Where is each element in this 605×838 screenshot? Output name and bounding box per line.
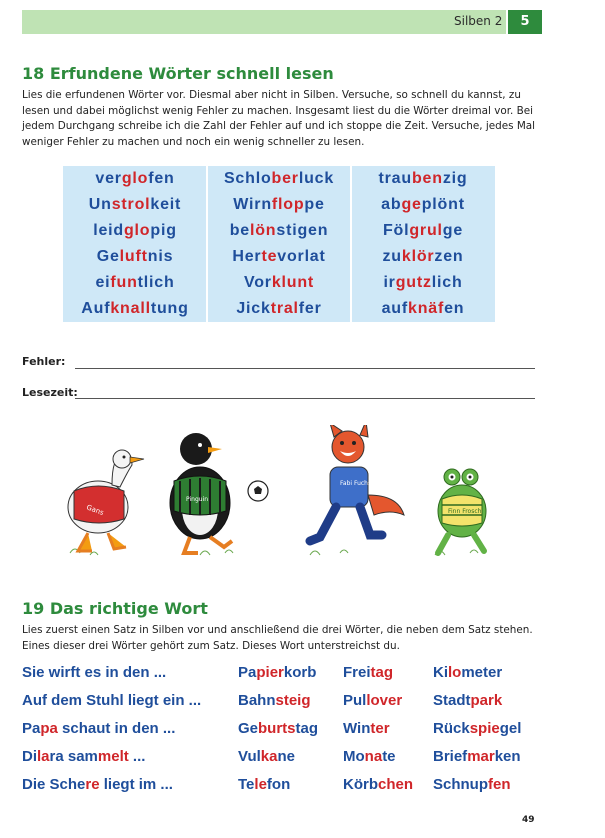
frog-shirt-text: Finn Frosch xyxy=(448,508,482,515)
syllable: ken xyxy=(494,748,521,765)
answer-choice-word[interactable] xyxy=(343,776,413,793)
syllable: Jick xyxy=(236,300,271,317)
invented-word xyxy=(63,270,207,296)
syllable-highlight: klunt xyxy=(271,274,315,291)
syllable: ra sam xyxy=(49,748,98,765)
syllable-highlight: park xyxy=(470,692,503,709)
syllable: zu xyxy=(382,248,402,265)
syllable-highlight: ter xyxy=(370,720,390,737)
syllable: Pa xyxy=(22,720,41,737)
fox-character xyxy=(310,425,404,541)
syllable: schaut in den ... xyxy=(57,720,176,737)
syllable: Rück xyxy=(433,720,470,737)
penguin-shirt-text: Pinguin xyxy=(186,496,209,503)
syllable: tung xyxy=(150,300,189,317)
syllable: Auf dem Stuhl liegt ein ... xyxy=(22,692,202,709)
syllable: nis xyxy=(147,248,174,265)
syllable: pe xyxy=(304,196,325,213)
frog-character xyxy=(438,469,486,553)
answer-choice-word[interactable] xyxy=(238,692,311,709)
fehler-write-line[interactable] xyxy=(75,368,535,369)
syllable-highlight: tral xyxy=(270,300,299,317)
answer-choice-word[interactable] xyxy=(238,776,290,793)
syllable: meter xyxy=(461,664,503,681)
syllable-highlight: te xyxy=(261,248,278,265)
syllable-highlight: melt xyxy=(97,748,129,765)
syllable: Vor xyxy=(243,274,272,291)
answer-choice-word[interactable] xyxy=(343,720,390,737)
syllable: Te xyxy=(238,776,255,793)
syllable: Körb xyxy=(343,776,378,793)
syllable-highlight: knäf xyxy=(408,300,445,317)
exercise-19-instructions xyxy=(22,623,542,654)
syllable: liegt im ... xyxy=(99,776,173,793)
answer-choice-word[interactable] xyxy=(433,776,511,793)
sentence xyxy=(22,776,173,793)
sentence xyxy=(22,748,145,765)
answer-choice-word[interactable] xyxy=(238,720,318,737)
invented-word xyxy=(207,192,351,218)
syllable-highlight: burts xyxy=(258,720,296,737)
answer-choice-word[interactable] xyxy=(343,664,393,681)
word-grid-row xyxy=(63,270,495,296)
syllable-highlight: pier xyxy=(256,664,284,681)
exercise-19-title: 19 Das richtige Wort xyxy=(22,599,208,618)
syllable: Frei xyxy=(343,664,371,681)
syllable-highlight: glo xyxy=(121,170,149,187)
syllable-highlight: mar xyxy=(467,748,495,765)
syllable: Her xyxy=(232,248,262,265)
instruction-line: Lies zuerst einen Satz in Silben vor und anschließend die drei Wörter, die neben dem Satz stehen. xyxy=(22,624,533,636)
syllable: auf xyxy=(381,300,408,317)
syllable: ei xyxy=(95,274,111,291)
syllable: Die Sche xyxy=(22,776,86,793)
invented-word xyxy=(63,166,207,192)
syllable-highlight: gutz xyxy=(395,274,432,291)
lesezeit-label: Lesezeit: xyxy=(22,386,78,399)
syllable: Pa xyxy=(238,664,257,681)
word-grid-row xyxy=(63,218,495,244)
syllable: zen xyxy=(434,248,464,265)
syllable-highlight: knall xyxy=(110,300,151,317)
syllable: be xyxy=(229,222,250,239)
syllable: keit xyxy=(150,196,182,213)
syllable: ne xyxy=(277,748,295,765)
invented-word xyxy=(351,270,495,296)
instruction-line: jedem Durchgang schreibe ich die Zahl der Fehler auf und ich stoppe die Zeit. Versuche, jedes Mal xyxy=(22,120,536,132)
page-number: 49 xyxy=(522,815,535,825)
header-bar xyxy=(22,10,506,34)
section-number-box: 5 xyxy=(508,10,542,34)
answer-choice-word[interactable] xyxy=(343,748,396,765)
penguin-character xyxy=(170,433,232,553)
syllable: Bahn xyxy=(238,692,276,709)
syllable-highlight: chen xyxy=(378,776,414,793)
syllable: vorlat xyxy=(277,248,326,265)
syllable: pig xyxy=(150,222,177,239)
syllable: Sie wirft es in den ... xyxy=(22,664,167,681)
invented-word xyxy=(351,166,495,192)
syllable: Brief xyxy=(433,748,468,765)
word-grid-row xyxy=(63,166,495,192)
syllable-highlight: la xyxy=(37,748,50,765)
syllable: Schlo xyxy=(223,170,272,187)
exercise-18-instructions xyxy=(22,88,542,150)
invented-words-grid xyxy=(63,166,495,322)
syllable: Pul xyxy=(343,692,367,709)
syllable: fer xyxy=(298,300,322,317)
syllable: en xyxy=(444,300,465,317)
syllable: plönt xyxy=(421,196,465,213)
fehler-label: Fehler: xyxy=(22,355,66,368)
answer-choice-word[interactable] xyxy=(433,720,521,737)
grid-column-divider xyxy=(206,166,208,322)
instruction-line: weniger Fehler zu machen und noch ein wenig schneller zu lesen. xyxy=(22,135,365,148)
invented-word xyxy=(63,244,207,270)
syllable: luck xyxy=(298,170,335,187)
answer-choice-word[interactable] xyxy=(433,664,502,681)
syllable: leid xyxy=(93,222,124,239)
syllable: Ki xyxy=(433,664,448,681)
syllable: fen xyxy=(148,170,175,187)
invented-word xyxy=(63,296,207,322)
instruction-line: Lies die erfundenen Wörter vor. Diesmal aber nicht in Silben. Versuche, so schnell du kannst, zu xyxy=(22,89,521,101)
invented-word xyxy=(63,192,207,218)
answer-choice-word[interactable] xyxy=(433,692,502,709)
grass-decoration xyxy=(70,549,478,555)
syllable: gel xyxy=(499,720,522,737)
sentence xyxy=(22,692,201,709)
goose-character xyxy=(68,450,144,551)
answer-choice-word[interactable] xyxy=(238,664,316,681)
exercise-18-title: 18 Erfundene Wörter schnell lesen xyxy=(22,64,334,83)
syllable: Un xyxy=(88,196,112,213)
syllable: zig xyxy=(442,170,468,187)
invented-word xyxy=(351,192,495,218)
syllable: trau xyxy=(378,170,412,187)
syllable: korb xyxy=(283,664,317,681)
syllable-highlight: pa xyxy=(40,720,58,737)
answer-choice-word[interactable] xyxy=(238,748,295,765)
section-label: Silben 2 xyxy=(454,14,503,28)
invented-word xyxy=(63,218,207,244)
syllable: stigen xyxy=(276,222,329,239)
invented-word xyxy=(351,296,495,322)
fox-shirt-text: Fabi Fuchs xyxy=(340,480,372,487)
syllable: Ge xyxy=(238,720,259,737)
invented-word xyxy=(351,244,495,270)
syllable-highlight: steig xyxy=(275,692,311,709)
grid-column-divider xyxy=(350,166,352,322)
word-grid-row xyxy=(63,296,495,322)
instruction-line: Eines dieser drei Wörter gehört zum Satz. Dieses Wort unterstreichst du. xyxy=(22,639,400,652)
invented-word xyxy=(207,166,351,192)
syllable-highlight: lön xyxy=(249,222,277,239)
syllable-highlight: luft xyxy=(119,248,148,265)
syllable: tlich xyxy=(137,274,175,291)
syllable: Win xyxy=(343,720,371,737)
syllable-highlight: lover xyxy=(366,692,403,709)
syllable-highlight: strol xyxy=(111,196,151,213)
syllable: ... xyxy=(128,748,146,765)
invented-word xyxy=(207,296,351,322)
answer-choice-word[interactable] xyxy=(433,748,521,765)
syllable: Vul xyxy=(238,748,261,765)
syllable: fon xyxy=(266,776,291,793)
syllable: Stadt xyxy=(433,692,471,709)
syllable: Mo xyxy=(343,748,365,765)
syllable: Ge xyxy=(96,248,120,265)
word-grid-row xyxy=(63,244,495,270)
invented-word xyxy=(207,244,351,270)
syllable-highlight: ber xyxy=(271,170,299,187)
syllable-highlight: flop xyxy=(271,196,305,213)
syllable: te xyxy=(382,748,396,765)
syllable-highlight: grul xyxy=(409,222,443,239)
syllable-highlight: fen xyxy=(488,776,511,793)
syllable: Wirn xyxy=(233,196,272,213)
goose-shirt-text: Gans xyxy=(85,503,105,517)
word-grid-row xyxy=(63,192,495,218)
syllable-highlight: spie xyxy=(469,720,500,737)
syllable: ge xyxy=(442,222,464,239)
soccer-ball-icon xyxy=(248,481,268,501)
syllable-highlight: glo xyxy=(123,222,151,239)
syllable-highlight: le xyxy=(254,776,267,793)
syllable-highlight: na xyxy=(364,748,383,765)
invented-word xyxy=(207,218,351,244)
syllable: ver xyxy=(95,170,122,187)
answer-choice-word[interactable] xyxy=(343,692,402,709)
syllable-highlight: ka xyxy=(260,748,278,765)
syllable-highlight: klör xyxy=(401,248,435,265)
sentence xyxy=(22,720,175,737)
characters-illustration xyxy=(50,425,520,565)
syllable-highlight: re xyxy=(85,776,100,793)
invented-word xyxy=(351,218,495,244)
syllable: Auf xyxy=(81,300,111,317)
syllable-highlight: ge xyxy=(401,196,422,213)
syllable: ab xyxy=(381,196,402,213)
syllable: tag xyxy=(295,720,319,737)
syllable-highlight: fun xyxy=(110,274,138,291)
invented-word xyxy=(207,270,351,296)
syllable: Di xyxy=(22,748,37,765)
syllable-highlight: ben xyxy=(411,170,443,187)
syllable: ir xyxy=(383,274,396,291)
syllable: Schnup xyxy=(433,776,488,793)
instruction-line: lesen und dabei möglichst wenig Fehler zu machen. Insgesamt liest du die Wörter dreimal vor. Bei xyxy=(22,104,534,117)
syllable-highlight: lo xyxy=(448,664,462,681)
syllable: lich xyxy=(431,274,463,291)
syllable-highlight: tag xyxy=(370,664,394,681)
syllable: Föl xyxy=(382,222,410,239)
sentence xyxy=(22,664,166,681)
lesezeit-write-line[interactable] xyxy=(75,398,535,399)
